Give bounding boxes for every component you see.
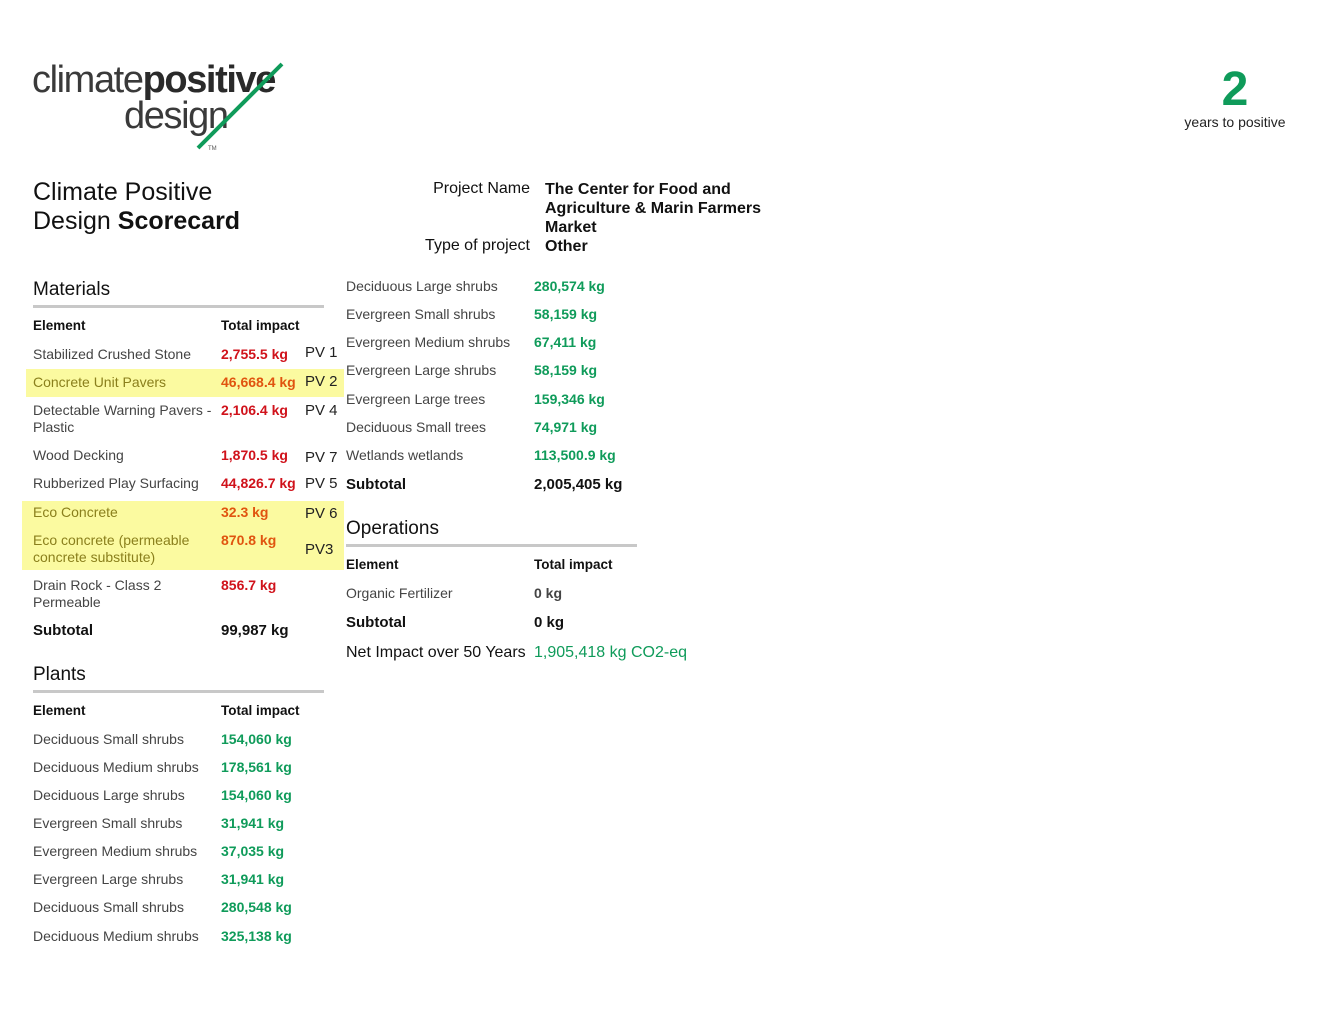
plant-element: Deciduous Small shrubs — [33, 899, 184, 915]
material-impact: 32.3 kg — [221, 504, 269, 520]
plant-element: Evergreen Small shrubs — [346, 306, 496, 322]
plant-element: Evergreen Small shrubs — [33, 815, 183, 831]
material-note: PV 1 — [305, 344, 338, 361]
plants-divider — [33, 690, 324, 693]
plant-element: Evergreen Medium shrubs — [33, 843, 198, 859]
materials-heading: Materials — [33, 279, 111, 300]
plant-impact: 31,941 kg — [221, 871, 285, 887]
material-note: PV 2 — [305, 373, 338, 390]
plant-element: Evergreen Large trees — [346, 391, 486, 407]
plant-impact: 159,346 kg — [534, 391, 605, 407]
materials-col-impact: Total impact — [221, 318, 300, 333]
material-element: Detectable Warning Pavers - Plastic — [33, 402, 212, 435]
materials-divider — [33, 305, 324, 308]
project-type-label: Type of project — [425, 237, 530, 254]
plant-impact: 74,971 kg — [534, 419, 598, 435]
material-impact: 1,870.5 kg — [221, 447, 288, 463]
scorecard-title: Climate Positive Design Scorecard — [33, 178, 241, 235]
material-impact: 46,668.4 kg — [221, 374, 296, 390]
plant-element: Deciduous Medium shrubs — [33, 928, 199, 944]
plant-element: Deciduous Small shrubs — [33, 731, 184, 747]
materials-subtotal-label: Subtotal — [33, 622, 93, 639]
logo-slash-icon — [30, 58, 290, 153]
material-impact: 44,826.7 kg — [221, 475, 296, 491]
material-element: Eco Concrete — [33, 504, 118, 520]
plant-element: Wetlands wetlands — [346, 447, 464, 463]
plant-impact: 325,138 kg — [221, 928, 292, 944]
operations-col-element: Element — [346, 557, 399, 572]
plants-col-element: Element — [33, 703, 86, 718]
plant-impact: 178,561 kg — [221, 759, 292, 775]
material-note: PV 7 — [305, 449, 338, 466]
material-note: PV 5 — [305, 475, 338, 492]
plants-subtotal-value: 2,005,405 kg — [534, 476, 623, 493]
plant-impact: 154,060 kg — [221, 731, 292, 747]
material-note: PV 6 — [305, 505, 338, 522]
plant-element: Deciduous Medium shrubs — [33, 759, 199, 775]
plants-heading: Plants — [33, 664, 86, 685]
material-note: PV 4 — [305, 402, 338, 419]
plant-impact: 37,035 kg — [221, 843, 285, 859]
project-type-value: Other — [545, 238, 588, 255]
plant-element: Deciduous Small trees — [346, 419, 487, 435]
plant-impact: 280,548 kg — [221, 899, 292, 915]
plant-impact: 154,060 kg — [221, 787, 292, 803]
plant-element: Deciduous Large shrubs — [346, 278, 498, 294]
plant-element: Evergreen Large shrubs — [33, 871, 184, 887]
material-impact: 2,106.4 kg — [221, 402, 288, 418]
operation-impact: 0 kg — [534, 585, 563, 601]
material-element: Rubberized Play Surfacing — [33, 475, 199, 491]
plant-impact: 58,159 kg — [534, 362, 598, 378]
years-to-positive-label: years to positive — [1184, 114, 1286, 130]
operations-divider — [346, 544, 637, 547]
plant-element: Evergreen Large shrubs — [346, 362, 497, 378]
plant-impact: 113,500.9 kg — [534, 447, 616, 463]
svg-text:TM: TM — [208, 146, 217, 152]
material-element: Wood Decking — [33, 447, 124, 463]
material-element: Eco concrete (permeable concrete substitute) — [33, 532, 190, 565]
years-to-positive-badge — [1170, 62, 1300, 130]
project-name-label: Project Name — [433, 180, 530, 197]
materials-col-element: Element — [33, 318, 86, 333]
plant-impact: 280,574 kg — [534, 278, 605, 294]
materials-subtotal-value: 99,987 kg — [221, 622, 289, 639]
plant-element: Deciduous Large shrubs — [33, 787, 185, 803]
material-impact: 856.7 kg — [221, 577, 277, 593]
net-impact-value: 1,905,418 kg CO2-eq — [534, 644, 687, 661]
operations-subtotal-value: 0 kg — [534, 614, 565, 631]
plants-subtotal-label: Subtotal — [346, 476, 406, 493]
operations-subtotal-label: Subtotal — [346, 614, 406, 631]
plant-element: Evergreen Medium shrubs — [346, 334, 511, 350]
operation-element: Organic Fertilizer — [346, 585, 453, 601]
operations-heading: Operations — [346, 518, 439, 539]
material-element: Stabilized Crushed Stone — [33, 346, 191, 362]
material-element: Concrete Unit Pavers — [33, 374, 167, 390]
material-impact: 870.8 kg — [221, 532, 277, 548]
plant-impact: 58,159 kg — [534, 306, 598, 322]
material-impact: 2,755.5 kg — [221, 346, 288, 362]
plant-impact: 67,411 kg — [534, 334, 597, 350]
net-impact-label: Net Impact over 50 Years — [346, 644, 526, 661]
project-name-value: The Center for Food and Agriculture & Marin Farmers Market — [545, 181, 762, 236]
climate-positive-design-logo: climatepositive design TM — [30, 58, 290, 153]
years-to-positive-number: 2 — [1221, 63, 1249, 116]
material-element: Drain Rock - Class 2 Permeable — [33, 577, 162, 610]
operations-col-impact: Total impact — [534, 557, 613, 572]
plants-col-impact: Total impact — [221, 703, 300, 718]
plant-impact: 31,941 kg — [221, 815, 285, 831]
material-note: PV3 — [305, 541, 334, 558]
